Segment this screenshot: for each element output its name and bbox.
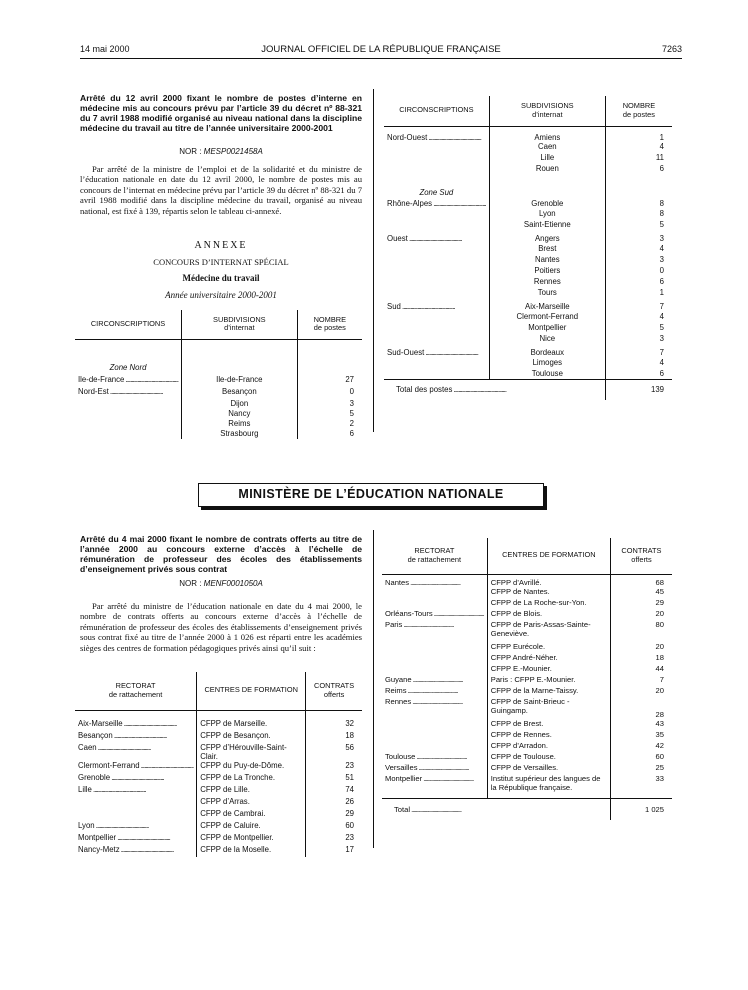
- arrete1-nor: [80, 147, 362, 156]
- table-row: Rhône-Alpes ..... Grenoble 8: [384, 197, 672, 209]
- table-row: Besançon ..... CFPP de Besançon. 18: [75, 731, 362, 743]
- table-row: Reims 2: [75, 419, 362, 429]
- table-row: Nancy 5: [75, 409, 362, 419]
- arrete1-paragraph: Par arrêté de la ministre de l’emploi et de la solidarité et du ministre de l’éducation nationale en date du 12 avril 2000, le nombre de postes mis au concours de l’internat en médecine prévu par l’article 39 du décret nº 88-321 du 7 avril 1988 modifié dans la discipline médecine du travail, organisé au niveau national, est fixé à 139, répartis selon le tableau ci-annexé.: [80, 164, 362, 216]
- table-row: Rennes 6: [384, 277, 672, 288]
- table-row: CFPP André-Néher. 18: [382, 653, 672, 664]
- table-row: Montpellier ..... CFPP de Montpellier. 23: [75, 833, 362, 845]
- arrete2-nor: [80, 579, 362, 588]
- table-row: Nantes 3: [384, 255, 672, 266]
- table1-right: CIRCONSCRIPTIONS SUBDIVISIONS d’internat NOMBRE de postes Nord-Ouest ..... Amiens 1 Caen 4 Lille 11 Rouen 6 Zone Sud Rhône-Alpes ..... Grenoble 8 Lyon 8 Saint-Etienne 5 Ouest ..... Angers 3 Brest 4 Nantes 3 Poitiers 0 Rennes 6 Tours 1 Sud ..... Aix-Marseille 7 Clermont-Ferrand 4 Montpellier 5 Nice 3 Sud-Ouest ..... Bordeaux 7 Limoges 4 Toulouse 6 Total des postes ..... 139: [384, 96, 672, 400]
- table-row: CFPP Eurécole. 20: [382, 642, 672, 653]
- zone-nord-label: Zone Nord: [75, 363, 182, 375]
- table2-header-rect: RECTORAT de rattachement: [75, 672, 197, 710]
- table-row: Ouest ..... Angers 3: [384, 231, 672, 244]
- page-header: [80, 44, 682, 59]
- table-row: CFPP de Rennes. 35: [382, 730, 672, 741]
- table-row: Tours 1: [384, 288, 672, 299]
- table-row: Lyon 8: [384, 209, 672, 220]
- arrete2-title: Arrêté du 4 mai 2000 fixant le nombre de contrats offerts au titre de l’année 2000 au concours externe d’accès à l’échelle de rémunération de professeur des écoles des établissements d’enseignement privés sous contrat: [80, 534, 362, 574]
- table-row: Saint-Etienne 5: [384, 220, 672, 231]
- table-row: CFPP de Cambrai. 29: [75, 809, 362, 821]
- table2-header-centres: CENTRES DE FORMATION: [197, 672, 306, 710]
- discipline-heading: Médecine du travail: [182, 273, 260, 283]
- arrete1-title: Arrêté du 12 avril 2000 fixant le nombre de postes d’interne en médecine mis au concours prévu par l’article 39 du décret nº 88-321 du 7 avril 1988 modifié organisé au niveau national dans la discipline médecine du travail au titre de l’année universitaire 2000-2001: [80, 93, 362, 133]
- ministry-banner: MINISTÈRE DE L’ÉDUCATION NATIONALE: [198, 483, 544, 507]
- table-row: Lille 11: [384, 153, 672, 164]
- table-row: CFPP d’Arras. 26: [75, 797, 362, 809]
- table-row: Versailles ..... CFPP de Versailles. 25: [382, 763, 672, 774]
- table1-left: [75, 310, 362, 439]
- table2-header-contrats: CONTRATS offerts: [306, 672, 362, 710]
- table-row: Lyon ..... CFPP de Caluire. 60: [75, 821, 362, 833]
- table2-total-row: [382, 798, 672, 820]
- table-row: Paris ..... CFPP de Paris-Assas-Sainte-Geneviève. 80: [382, 620, 672, 642]
- arrete1-nor-label: NOR :: [179, 147, 202, 156]
- table1-header-nombre: NOMBRE de postes: [297, 310, 362, 339]
- table-row: Clermont-Ferrand ..... CFPP du Puy-de-Dôme. 23: [75, 761, 362, 773]
- table-row: Brest 4: [384, 244, 672, 255]
- table-row: Sud ..... Aix-Marseille 7: [384, 299, 672, 312]
- header-page-number: 7263: [661, 44, 682, 54]
- column-divider-bottom: [373, 530, 374, 848]
- table1-header-circ: CIRCONSCRIPTIONS: [75, 310, 182, 339]
- table1-total-label: Total des postes .....: [396, 385, 506, 394]
- table-row: CFPP de Nantes. 45: [382, 587, 672, 598]
- table-row: CFPP de Brest. 43: [382, 719, 672, 730]
- table-row: Caen ..... CFPP d’Hérouville-Saint-Clair. 56: [75, 743, 362, 761]
- table2-left: [75, 672, 362, 857]
- table-row: Sud-Ouest ..... Bordeaux 7: [384, 345, 672, 358]
- zone-sud-label: Zone Sud: [384, 175, 489, 197]
- table-row: Lille ..... CFPP de Lille. 74: [75, 785, 362, 797]
- table-row: Clermont-Ferrand 4: [384, 312, 672, 323]
- table-row: CFPP E.-Mounier. 44: [382, 664, 672, 675]
- table-row: Aix-Marseille ..... CFPP de Marseille. 32: [75, 719, 362, 731]
- table-row: CFPP de La Roche-sur-Yon. 29: [382, 598, 672, 609]
- table-row: Ile-de-France ..... Ile-de-France 27: [75, 375, 362, 387]
- table1-total-row: [384, 380, 672, 400]
- header-journal-title: JOURNAL OFFICIEL DE LA RÉPUBLIQUE FRANÇAISE: [261, 44, 501, 55]
- table-row: Nord-Est ..... Besançon 0: [75, 387, 362, 399]
- table-row: Rouen 6: [384, 164, 672, 175]
- table2-right: RECTORAT de rattachement CENTRES DE FORMATION CONTRATS offerts Nantes ..... CFPP d’Avrillé. 68 CFPP de Nantes. 45 CFPP de La Roche-sur-Yon. 29 Orléans-Tours ..... CFPP de Blois. 20 Paris ..... CFPP de Paris-Assas-Sainte-Geneviève. 80 CFPP Eurécole. 20 CFPP André-Néher. 18 CFPP E.-Mounier. 44 Guyane ..... Paris : CFPP E.-Mounier. 7 Reims ..... CFPP de la Marne-Taissy. 20 Rennes ..... CFPP de Saint-Brieuc - Guingamp. 28 CFPP de Brest. 43 CFPP de Rennes. 35 CFPP d’Arradon. 42 Toulouse ..... CFPP de Toulouse. 60 Versailles ..... CFPP de Versailles. 25 Montpellier ..... Institut supérieur des langues de la République française. 33 Total ..... 1 025: [382, 538, 672, 820]
- table-row: Rennes ..... CFPP de Saint-Brieuc - Guingamp. 28: [382, 697, 672, 719]
- table-row: Montpellier 5: [384, 323, 672, 334]
- table-row: Nantes ..... CFPP d’Avrillé. 68: [382, 574, 672, 587]
- arrete1-nor-code: MESP0021458A: [203, 147, 263, 156]
- table-row: Nice 3: [384, 334, 672, 345]
- table-row: Nord-Ouest ..... Amiens 1: [384, 126, 672, 142]
- annee-heading: Année universitaire 2000-2001: [165, 290, 277, 300]
- table-row: Nancy-Metz ..... CFPP de la Moselle. 17: [75, 845, 362, 857]
- table-row: Guyane ..... Paris : CFPP E.-Mounier. 7: [382, 675, 672, 686]
- table1-header-sub: SUBDIVISIONS d’internat: [182, 310, 298, 339]
- table-row: Grenoble ..... CFPP de La Tronche. 51: [75, 773, 362, 785]
- annexe-heading: ANNEXE: [194, 240, 248, 251]
- table-row: Reims ..... CFPP de la Marne-Taissy. 20: [382, 686, 672, 697]
- table2-total-label: Total .....: [394, 805, 461, 814]
- table-row: Toulouse 6: [384, 369, 672, 380]
- header-date: 14 mai 2000: [80, 44, 130, 54]
- arrete2-nor-code: MENF0001050A: [203, 579, 263, 588]
- table-row: CFPP d’Arradon. 42: [382, 741, 672, 752]
- table-row: Strasbourg 6: [75, 429, 362, 439]
- table-row: Limoges 4: [384, 358, 672, 369]
- table-row: Caen 4: [384, 142, 672, 153]
- table1-total-value: 139: [650, 385, 664, 395]
- table-row: Poitiers 0: [384, 266, 672, 277]
- table-row: Toulouse ..... CFPP de Toulouse. 60: [382, 752, 672, 763]
- table2-total-value: 1 025: [644, 804, 664, 814]
- arrete2-nor-label: NOR :: [179, 579, 202, 588]
- arrete2-paragraph: Par arrêté du ministre de l’éducation nationale en date du 4 mai 2000, le nombre de contrats offerts au concours externe d’accès à l’échelle de rémunération de professeur des écoles des établissements d’enseignement privés sous contrat fixé au titre de l’année 2000 à 1 026 est réparti entre les académies sièges des centres de formation pédagogiques privés ainsi qu’il suit :: [80, 601, 362, 653]
- concours-heading: CONCOURS D’INTERNAT SPÉCIAL: [153, 257, 289, 267]
- table-row: Dijon 3: [75, 399, 362, 409]
- table-row: Orléans-Tours ..... CFPP de Blois. 20: [382, 609, 672, 620]
- column-divider-top: [373, 89, 374, 432]
- table-row: Montpellier ..... Institut supérieur des langues de la République française. 33: [382, 774, 672, 798]
